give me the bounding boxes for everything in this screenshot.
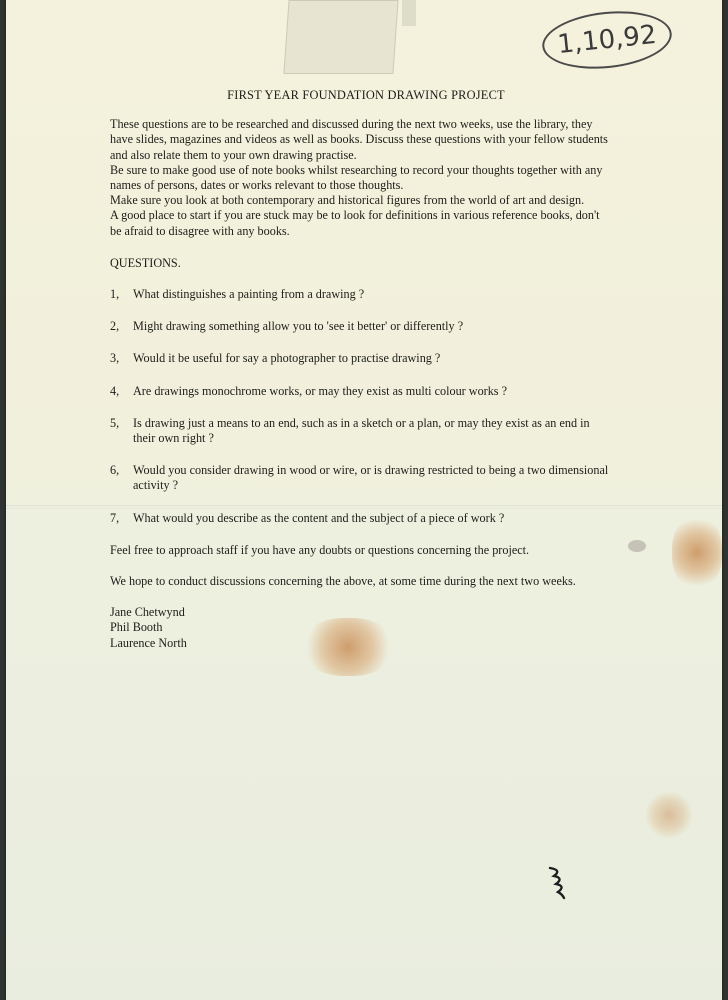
- question-number: 1,: [110, 287, 120, 302]
- closing-note: We hope to conduct discussions concerning the above, at some time during the next two weeks.: [110, 574, 576, 589]
- intro-section: [110, 117, 610, 239]
- document-body: [110, 88, 610, 651]
- question-number: 3,: [110, 351, 120, 366]
- handwritten-initial-mark: [544, 862, 574, 902]
- handwritten-date: [539, 5, 674, 74]
- adhesive-tape: [283, 0, 398, 74]
- question-text: Would it be useful for say a photographer to practise drawing ?: [133, 351, 441, 366]
- intro-paragraph: Be sure to make good use of note books whilst researching to record your thoughts together with any names of persons, dates or works relevant to those thoughts.: [110, 162, 603, 193]
- question-text: Is drawing just a means to an end, such as in a sketch or a plan, or may they exist as an end in their own right ?: [133, 415, 590, 446]
- question-text: Are drawings monochrome works, or may they exist as multi colour works ?: [133, 383, 508, 398]
- question-item: [110, 463, 610, 493]
- smudge-mark: [628, 540, 646, 552]
- signatory-name: Phil Booth: [110, 620, 163, 635]
- handwritten-date-text: 1,10,92: [556, 19, 658, 61]
- stain-right-upper: [672, 515, 722, 590]
- question-item: [110, 384, 610, 399]
- stain-right-lower: [646, 792, 692, 838]
- signatory-name: Laurence North: [110, 635, 187, 650]
- question-text: Might drawing something allow you to 'see it better' or differently ?: [133, 319, 464, 334]
- question-number: 2,: [110, 319, 120, 334]
- question-number: 7,: [110, 510, 120, 525]
- document-title: FIRST YEAR FOUNDATION DRAWING PROJECT: [227, 88, 505, 102]
- question-item: [110, 416, 610, 446]
- closing-note: Feel free to approach staff if you have any doubts or questions concerning the project.: [110, 542, 530, 557]
- question-number: 4,: [110, 383, 120, 398]
- signatory-list: [110, 605, 610, 651]
- question-item: [110, 351, 610, 366]
- document-page: [6, 0, 722, 1000]
- question-item: [110, 511, 610, 526]
- questions-heading: QUESTIONS.: [110, 255, 181, 270]
- question-number: 6,: [110, 463, 120, 478]
- question-number: 5,: [110, 415, 120, 430]
- intro-paragraph: Make sure you look at both contemporary and historical figures from the world of art and design.: [110, 193, 585, 208]
- question-text: What would you describe as the content and the subject of a piece of work ?: [133, 510, 505, 525]
- signatory-name: Jane Chetwynd: [110, 605, 185, 620]
- intro-paragraph: A good place to start if you are stuck may be to look for definitions in various reference books, don't be afraid to disagree with any books.: [110, 208, 600, 238]
- question-text: Would you consider drawing in wood or wire, or is drawing restricted to being a two dimensional activity ?: [133, 463, 609, 493]
- question-text: What distinguishes a painting from a drawing ?: [133, 287, 365, 302]
- question-item: [110, 319, 610, 334]
- adhesive-tape-strip: [402, 0, 416, 26]
- question-item: [110, 287, 610, 302]
- intro-paragraph: These questions are to be researched and discussed during the next two weeks, use the library, they have slides, magazines and videos as well as books. Discuss these questions with your fellow students and also relate them to your own drawing practise.: [110, 117, 608, 162]
